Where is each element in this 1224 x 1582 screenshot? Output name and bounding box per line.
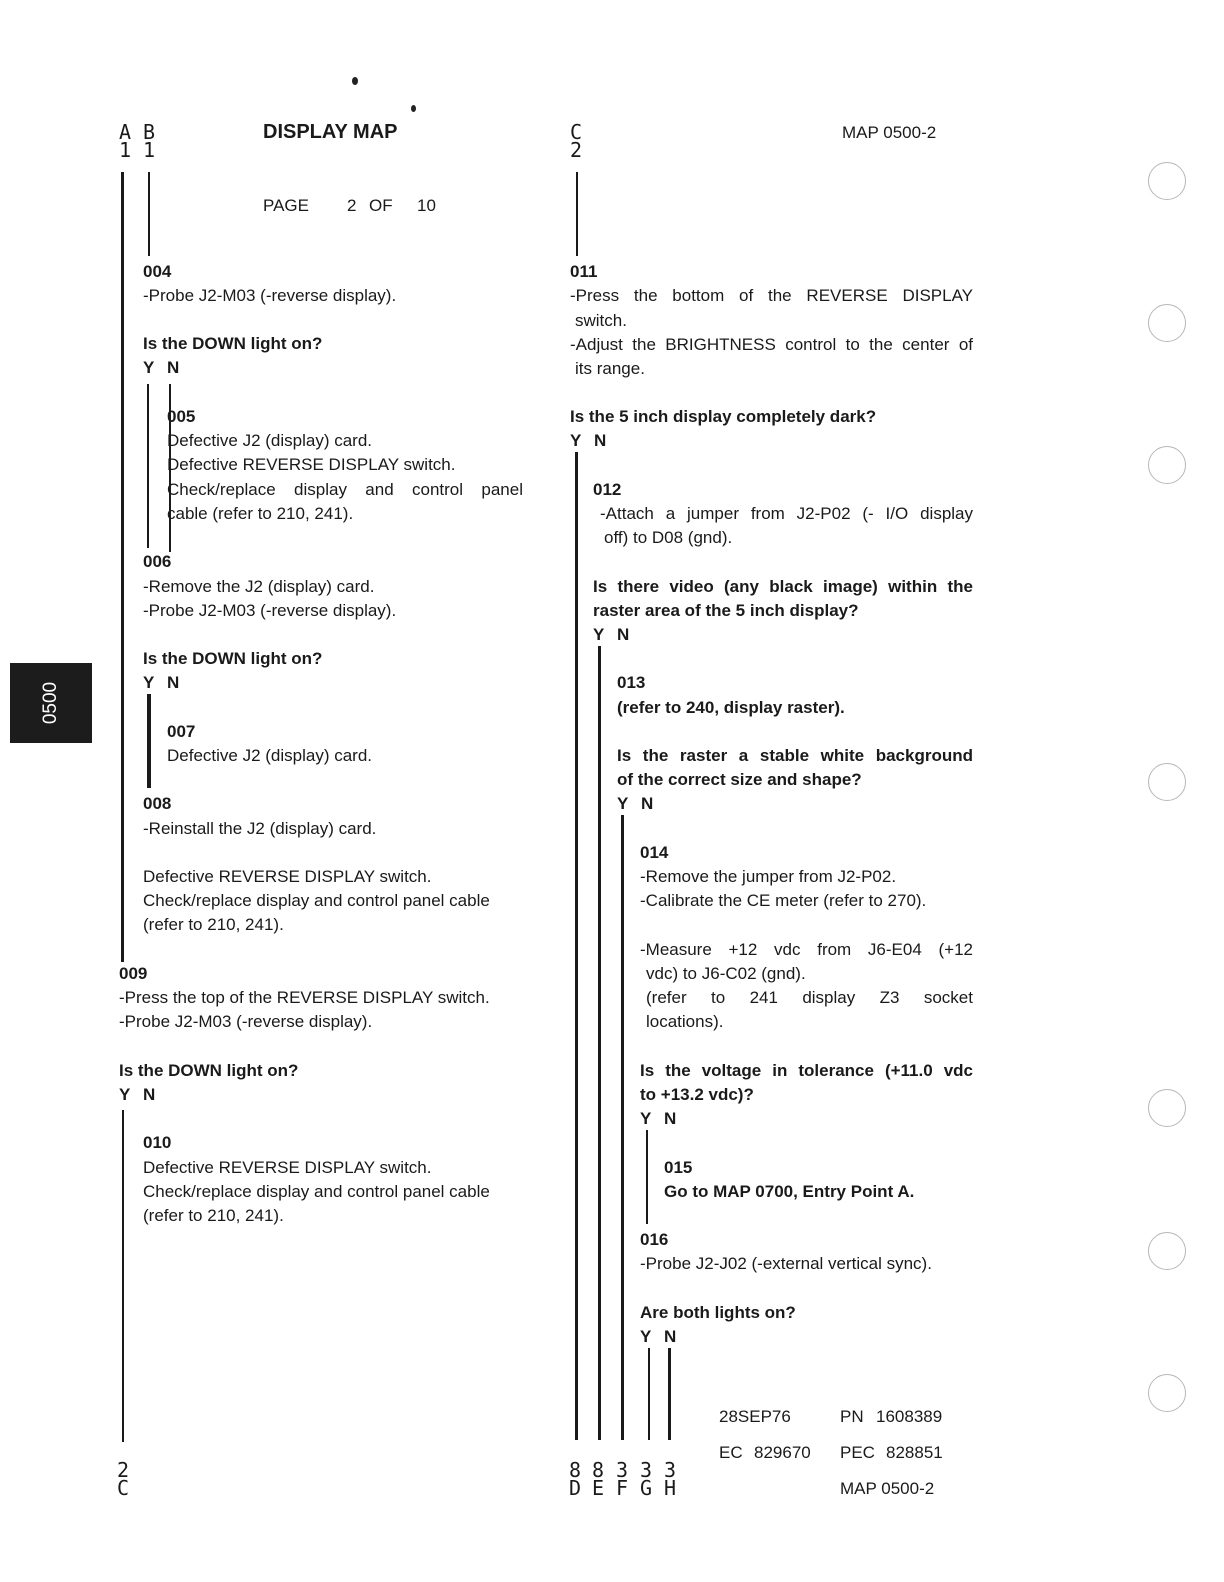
- footer-pec-label: PEC: [840, 1443, 875, 1462]
- step-number: 007: [167, 722, 196, 741]
- step-number: 006: [143, 552, 172, 571]
- step-number: 016: [640, 1230, 669, 1249]
- connector-num: 3: [664, 1458, 677, 1482]
- connector-c-letter: C: [570, 120, 583, 144]
- step-line: (refer to 210, 241).: [143, 915, 284, 934]
- step-line: -Adjust the BRIGHTNESS control to the center of: [570, 335, 973, 354]
- connector-letter: D: [569, 1476, 582, 1500]
- yes-label: Y: [593, 625, 605, 644]
- binder-hole: [1148, 304, 1186, 342]
- step-question: Is the DOWN light on?: [143, 334, 323, 353]
- step-question: Is the DOWN light on?: [143, 649, 323, 668]
- footer-map-reference: MAP 0500-2: [840, 1479, 935, 1498]
- flow-line: [598, 646, 601, 1440]
- flow-line: [648, 1348, 650, 1440]
- yes-label: Y: [143, 358, 155, 377]
- step-line: -Probe J2-M03 (-reverse display).: [143, 286, 397, 305]
- no-label: N: [594, 431, 607, 450]
- binder-hole: [1148, 763, 1186, 801]
- section-tab-label: 0500: [40, 681, 61, 725]
- step-line: Go to MAP 0700, Entry Point A.: [664, 1182, 915, 1201]
- step-question: Is the DOWN light on?: [119, 1061, 299, 1080]
- step-line: -Reinstall the J2 (display) card.: [143, 819, 377, 838]
- step-number: 012: [593, 480, 622, 499]
- flow-line-c: [576, 172, 578, 256]
- step-line: vdc) to J6-C02 (gnd).: [646, 964, 806, 983]
- connector-num: 8: [569, 1458, 582, 1482]
- step-line: Defective REVERSE DISPLAY switch.: [167, 455, 456, 474]
- step-question: to +13.2 vdc)?: [640, 1085, 754, 1104]
- step-line: its range.: [575, 359, 645, 378]
- binder-hole: [1148, 1089, 1186, 1127]
- flow-line: [122, 1110, 124, 1442]
- connector-a-num: 1: [119, 138, 132, 162]
- flow-line: [668, 1348, 671, 1440]
- step-line: Defective J2 (display) card.: [167, 431, 373, 450]
- page-label: PAGE: [263, 196, 309, 215]
- step-line: Defective J2 (display) card.: [167, 746, 373, 765]
- page-of-label: OF: [369, 196, 393, 215]
- connector-letter: H: [664, 1476, 677, 1500]
- flow-line: [646, 1130, 648, 1224]
- step-line: off) to D08 (gnd).: [604, 528, 733, 547]
- flow-line: [575, 452, 578, 1440]
- step-line: locations).: [646, 1012, 724, 1031]
- connector-c-num: 2: [570, 138, 583, 162]
- no-label: N: [143, 1085, 156, 1104]
- step-line: -Probe J2-M03 (-reverse display).: [143, 601, 397, 620]
- step-number: 015: [664, 1158, 693, 1177]
- footer-date: 28SEP76: [719, 1407, 791, 1426]
- step-line: Defective REVERSE DISPLAY switch.: [143, 1158, 432, 1177]
- step-question: of the correct size and shape?: [617, 770, 862, 789]
- footer-ec: 829670: [754, 1443, 811, 1462]
- footer-pn: 1608389: [876, 1407, 943, 1426]
- footer-pn-label: PN: [840, 1407, 864, 1426]
- page-title: DISPLAY MAP: [263, 121, 398, 143]
- step-number: 013: [617, 673, 646, 692]
- connector-b-letter: B: [143, 120, 156, 144]
- step-number: 009: [119, 964, 148, 983]
- step-line: -Press the top of the REVERSE DISPLAY switch.: [119, 988, 490, 1007]
- step-number: 005: [167, 407, 196, 426]
- step-line: -Measure +12 vdc from J6-E04 (+12: [640, 940, 973, 959]
- page-number: 2: [347, 196, 357, 215]
- step-line: -Press the bottom of the REVERSE DISPLAY: [570, 286, 973, 305]
- no-label: N: [664, 1327, 677, 1346]
- connector-num: 3: [640, 1458, 653, 1482]
- connector-num: 8: [592, 1458, 605, 1482]
- connector-letter: G: [640, 1476, 653, 1500]
- step-line: -Attach a jumper from J2-P02 (- I/O display: [600, 504, 973, 523]
- no-label: N: [641, 794, 654, 813]
- footer-pec: 828851: [886, 1443, 943, 1462]
- step-line: switch.: [575, 311, 627, 330]
- yes-label: Y: [617, 794, 629, 813]
- flow-line-a: [121, 172, 124, 962]
- connector-a-letter: A: [119, 120, 132, 144]
- binder-hole: [1148, 1374, 1186, 1412]
- no-label: N: [664, 1109, 677, 1128]
- print-speck: [352, 77, 358, 85]
- page-total: 10: [417, 196, 436, 215]
- flow-line: [621, 815, 624, 1440]
- connector-b-num: 1: [143, 138, 156, 162]
- no-label: N: [167, 358, 180, 377]
- step-line: -Probe J2-M03 (-reverse display).: [119, 1012, 373, 1031]
- step-line: cable (refer to 210, 241).: [167, 504, 354, 523]
- binder-hole: [1148, 446, 1186, 484]
- step-line: (refer to 210, 241).: [143, 1206, 284, 1225]
- binder-hole: [1148, 1232, 1186, 1270]
- step-number: 008: [143, 794, 172, 813]
- step-question: Is the voltage in tolerance (+11.0 vdc: [640, 1061, 973, 1080]
- step-line: Check/replace display and control panel cable: [143, 891, 490, 910]
- flow-line: [147, 384, 149, 548]
- flow-line: [149, 694, 151, 788]
- step-number: 014: [640, 843, 669, 862]
- binder-hole: [1148, 162, 1186, 200]
- yes-label: Y: [119, 1085, 131, 1104]
- step-line: Check/replace display and control panel: [167, 480, 523, 499]
- yes-label: Y: [570, 431, 582, 450]
- connector-num: 3: [616, 1458, 629, 1482]
- footer-ec-label: EC: [719, 1443, 743, 1462]
- step-line: -Remove the jumper from J2-P02.: [640, 867, 897, 886]
- step-question: Is there video (any black image) within the: [593, 577, 973, 596]
- print-speck: [411, 105, 416, 112]
- map-reference: MAP 0500-2: [842, 123, 937, 142]
- step-line: -Probe J2-J02 (-external vertical sync).: [640, 1254, 932, 1273]
- step-line: Check/replace display and control panel cable: [143, 1182, 490, 1201]
- section-tab: [10, 663, 92, 743]
- yes-label: Y: [640, 1109, 652, 1128]
- step-number: 011: [570, 262, 598, 281]
- step-question: Are both lights on?: [640, 1303, 796, 1322]
- step-line: (refer to 240, display raster).: [617, 698, 845, 717]
- no-label: N: [617, 625, 630, 644]
- step-line: Defective REVERSE DISPLAY switch.: [143, 867, 432, 886]
- step-line: -Calibrate the CE meter (refer to 270).: [640, 891, 927, 910]
- step-question: Is the raster a stable white background: [617, 746, 973, 765]
- flow-line-b: [148, 172, 150, 256]
- connector-num: 2: [117, 1458, 130, 1482]
- step-question: raster area of the 5 inch display?: [593, 601, 859, 620]
- yes-label: Y: [640, 1327, 652, 1346]
- yes-label: Y: [143, 673, 155, 692]
- step-number: 004: [143, 262, 172, 281]
- step-line: (refer to 241 display Z3 socket: [646, 988, 973, 1007]
- connector-letter: F: [616, 1476, 629, 1500]
- connector-letter: E: [592, 1476, 605, 1500]
- connector-letter: C: [117, 1476, 130, 1500]
- no-label: N: [167, 673, 180, 692]
- step-question: Is the 5 inch display completely dark?: [570, 407, 877, 426]
- step-line: -Remove the J2 (display) card.: [143, 577, 375, 596]
- step-number: 010: [143, 1133, 172, 1152]
